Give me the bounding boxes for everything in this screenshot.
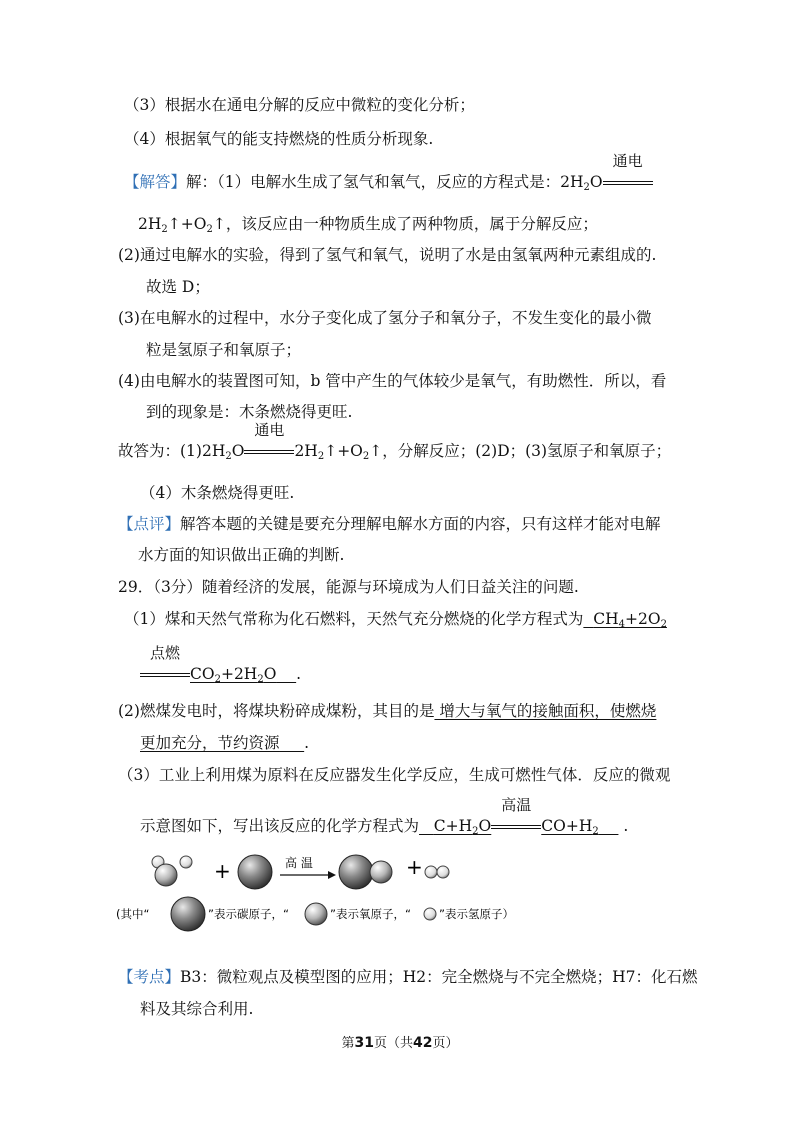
page-total: 42 — [413, 1035, 433, 1051]
question-29-part-3: （3）工业上利用煤为原料在反应器发生化学反应，生成可燃性气体．反应的微观 — [118, 766, 671, 784]
condition-electrolysis: 通电 — [603, 171, 653, 193]
plus-sign: + — [406, 855, 423, 879]
text-line: （3）根据水在通电分解的反应中微粒的变化分析； — [124, 96, 475, 114]
svg-text:”表示碳原子，“: ”表示碳原子，“ — [208, 907, 289, 921]
legend-carbon-icon — [171, 897, 205, 931]
condition-electrolysis: 通电 — [244, 440, 294, 462]
h2-molecule — [425, 866, 449, 878]
text-line: 料及其综合利用. — [140, 1000, 254, 1018]
answer-line: 更加充分，节约资源 . — [140, 734, 310, 752]
comment-line: 【点评】解答本题的关键是要充分理解电解水方面的内容，只有这样才能对电解 — [118, 515, 661, 533]
answer-line: 示意图如下，写出该反应的化学方程式为 $C+H_2O$ 高温 $CO+H_2$ . — [140, 796, 629, 837]
question-29: 29．（3分）随着经济的发展，能源与环境成为人们日益关注的问题. — [118, 578, 579, 596]
water-molecule — [152, 856, 192, 886]
answer-blank: 增大与氧气的接触面积，使燃烧 — [434, 702, 657, 720]
question-29-part-2: (2)燃煤发电时，将煤块粉碎成煤粉，其目的是 增大与氧气的接触面积，使燃烧 — [118, 702, 657, 720]
answer-line: 点燃 $CO_2+2H_2O$ . — [140, 663, 301, 685]
reaction-diagram — [116, 846, 558, 946]
svg-text:”表示氧原子，“: ”表示氧原子，“ — [330, 907, 411, 921]
legend-oxygen-icon — [305, 903, 327, 925]
answer-line: 【解答】解：（1）电解水生成了氢气和氧气，反应的方程式是：$2H_2O$ 通电 — [124, 171, 653, 193]
kaodian-tag: 【考点】 — [118, 968, 181, 986]
answer-blank: $C+H_2O$ 高温 $CO+H_2$ — [433, 796, 599, 837]
condition-ignition: 点燃 — [140, 663, 190, 685]
condition-high-temp: 高温 — [491, 815, 541, 837]
svg-text:”表示氢原子）: ”表示氢原子） — [439, 907, 514, 921]
answer-summary: 故答为：$(1)2H_2O$ 通电 $2H_2↑+O_2↑$，分解反应；(2)D；(3)氢原子和氧原子； — [118, 421, 672, 462]
text-line: 粒是氢原子和氧原子； — [146, 341, 302, 359]
text-line: （4）根据氧气的能支持燃烧的性质分析现象. — [124, 130, 434, 148]
arrow-label: 高 温 — [285, 856, 313, 870]
carbon-atom — [238, 855, 272, 889]
text-line: （4）木条燃烧得更旺. — [140, 484, 295, 502]
comment-tag: 【点评】 — [118, 515, 181, 533]
page-footer: 第31页（共42页） — [341, 1035, 459, 1051]
reaction-arrow — [280, 855, 336, 879]
co-molecule — [339, 855, 392, 889]
svg-text:(其中“: (其中“ — [116, 907, 150, 921]
text-line: $2H_2↑+O_2↑$，该反应由一种物质生成了两种物质，属于分解反应； — [138, 215, 598, 235]
legend-hydrogen-icon — [424, 908, 436, 920]
answer-blank: $CH_4+2O_2$ — [593, 610, 667, 630]
page-number: 31 — [354, 1035, 374, 1051]
question-29-part-1: （1）煤和天然气常称为化石燃料，天然气充分燃烧的化学方程式为 $CH_4+2O_2$ — [124, 610, 667, 630]
diagram-legend — [116, 897, 514, 931]
text-line: (4)由电解水的装置图可知，b 管中产生的气体较少是氧气，有助燃性．所以，看 — [118, 372, 667, 390]
answer-tag: 【解答】 — [124, 173, 187, 191]
text-line: 故选 D； — [146, 278, 210, 296]
text-line: (2)通过电解水的实验，得到了氢气和氧气，说明了水是由氢氧两种元素组成的. — [118, 246, 657, 264]
text-line: (3)在电解水的过程中，水分子变化成了氢分子和氧分子，不发生变化的最小微 — [118, 309, 652, 327]
text-line: 水方面的知识做出正确的判断. — [138, 546, 345, 564]
kaodian-line: 【考点】B3：微粒观点及模型图的应用；H2：完全燃烧与不完全燃烧；H7：化石燃 — [118, 968, 698, 986]
text-line: 到的现象是：木条燃烧得更旺. — [146, 403, 353, 421]
plus-sign: + — [214, 859, 231, 883]
